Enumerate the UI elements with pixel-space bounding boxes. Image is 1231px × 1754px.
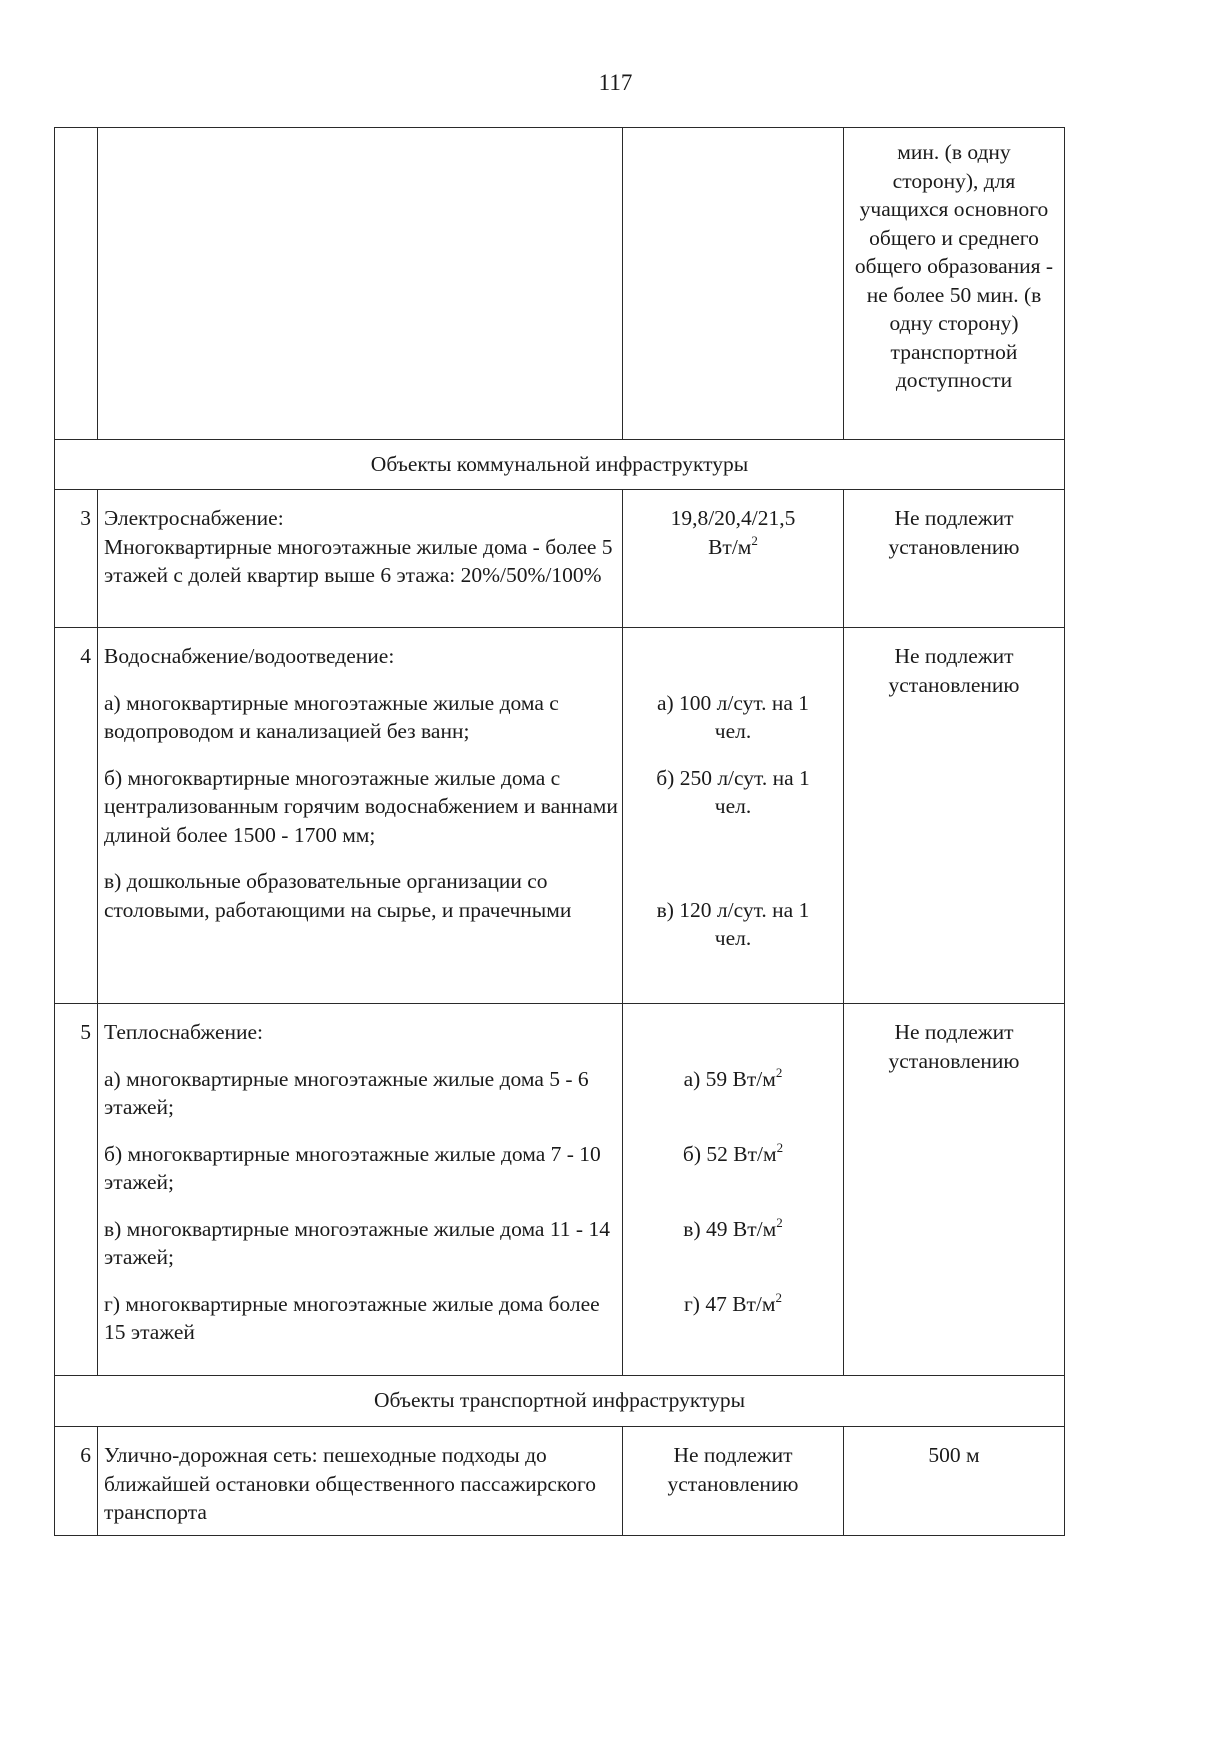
sub-item-value bbox=[629, 689, 837, 746]
table-row-4 bbox=[55, 628, 1065, 1004]
value-text: б) 250 л/сут. на 1 bbox=[656, 765, 810, 790]
sub-item-desc: б) многоквартирные многоэтажные жилые дома 7 - 10 этажей; bbox=[104, 1141, 601, 1194]
desc-cell bbox=[98, 1004, 623, 1376]
sub-item-desc: в) дошкольные образовательные организации со столовыми, работающими на сырье, и прачечными bbox=[104, 869, 572, 922]
value-text: г) 47 Вт/м bbox=[683, 1291, 776, 1316]
unit-sup: 2 bbox=[751, 532, 758, 548]
sub-item-value bbox=[629, 896, 837, 953]
section-title: Объекты транспортной инфраструктуры bbox=[55, 1376, 1065, 1427]
value-text: в) 120 л/сут. на 1 bbox=[656, 897, 810, 922]
value-text: чел. bbox=[714, 794, 752, 818]
sub-item-value bbox=[629, 1140, 837, 1197]
sub-item-desc: в) многоквартирные многоэтажные жилые дома 11 - 14 этажей; bbox=[104, 1216, 610, 1269]
sub-item-value bbox=[629, 1215, 837, 1272]
row-desc: Многоквартирные многоэтажные жилые дома - более 5 этажей с долей квартир выше 6 этажа: 20%/50%/100% bbox=[104, 534, 613, 587]
section-title: Объекты коммунальной инфраструктуры bbox=[55, 440, 1065, 490]
unit-text: Вт/м bbox=[708, 534, 752, 559]
num-cell bbox=[55, 128, 98, 440]
sub-item-desc: г) многоквартирные многоэтажные жилые дома более 15 этажей bbox=[104, 1291, 600, 1344]
value-text: а) 59 Вт/м bbox=[683, 1066, 776, 1091]
sub-item-desc: б) многоквартирные многоэтажные жилые дома с централизованным горячим водоснабжением и ваннами длиной более 1500 - 1700 мм; bbox=[104, 765, 618, 847]
value-text: 19,8/20,4/21,5 bbox=[670, 506, 796, 530]
row-number: 3 bbox=[55, 490, 98, 628]
value-text: чел. bbox=[714, 719, 752, 743]
limit-cell: 500 м bbox=[844, 1427, 1065, 1536]
row-title: Электроснабжение: bbox=[104, 506, 284, 530]
sub-item-desc: а) многоквартирные многоэтажные жилые дома 5 - 6 этажей; bbox=[104, 1066, 589, 1119]
value-text: б) 52 Вт/м bbox=[682, 1141, 777, 1166]
limit-cell: Не подлежит установлению bbox=[844, 490, 1065, 628]
table-row-3 bbox=[55, 490, 1065, 628]
norms-table bbox=[54, 127, 1065, 1536]
limit-cell: Не подлежит установлению bbox=[844, 1004, 1065, 1376]
value-text: а) 100 л/сут. на 1 bbox=[656, 690, 810, 715]
row-title: Водоснабжение/водоотведение: bbox=[104, 644, 395, 668]
sub-item-desc: а) многоквартирные многоэтажные жилые дома с водопроводом и канализацией без ванн; bbox=[104, 690, 559, 743]
unit-sup: 2 bbox=[775, 1289, 783, 1305]
row-title: Теплоснабжение: bbox=[104, 1020, 264, 1044]
section-header-communal bbox=[55, 440, 1065, 490]
row-number: 4 bbox=[55, 628, 98, 1004]
sub-item-value bbox=[629, 1065, 837, 1122]
value-cell bbox=[623, 490, 844, 628]
desc-cell: Улично-дорожная сеть: пешеходные подходы до ближайшей остановки общественного пассажирского транспорта bbox=[98, 1427, 623, 1536]
unit-sup: 2 bbox=[776, 1139, 784, 1155]
row-number: 6 bbox=[55, 1427, 98, 1536]
unit-sup: 2 bbox=[775, 1064, 783, 1080]
value-cell: Не подлежит установлению bbox=[623, 1427, 844, 1536]
unit-sup: 2 bbox=[776, 1214, 783, 1230]
value-text: чел. bbox=[714, 926, 752, 950]
desc-cell bbox=[98, 128, 623, 440]
value-cell bbox=[623, 628, 844, 1004]
sub-item-value bbox=[629, 1290, 837, 1319]
desc-cell bbox=[98, 490, 623, 628]
section-header-transport bbox=[55, 1376, 1065, 1427]
value-cell bbox=[623, 1004, 844, 1376]
page-number: 117 bbox=[598, 70, 633, 95]
value-unit bbox=[629, 533, 837, 562]
limit-cell: Не подлежит установлению bbox=[844, 628, 1065, 1004]
table-row-5 bbox=[55, 1004, 1065, 1376]
table-row-6 bbox=[55, 1427, 1065, 1536]
sub-item-value bbox=[629, 764, 837, 878]
value-cell bbox=[623, 128, 844, 440]
limit-cell: мин. (в одну сторону), для учащихся основного общего и среднего общего образования - не более 50 мин. (в одну сторону) транспортной доступности bbox=[844, 128, 1065, 440]
table-row-continuation bbox=[55, 128, 1065, 440]
value-text: в) 49 Вт/м bbox=[683, 1216, 777, 1241]
row-number: 5 bbox=[55, 1004, 98, 1376]
desc-cell bbox=[98, 628, 623, 1004]
